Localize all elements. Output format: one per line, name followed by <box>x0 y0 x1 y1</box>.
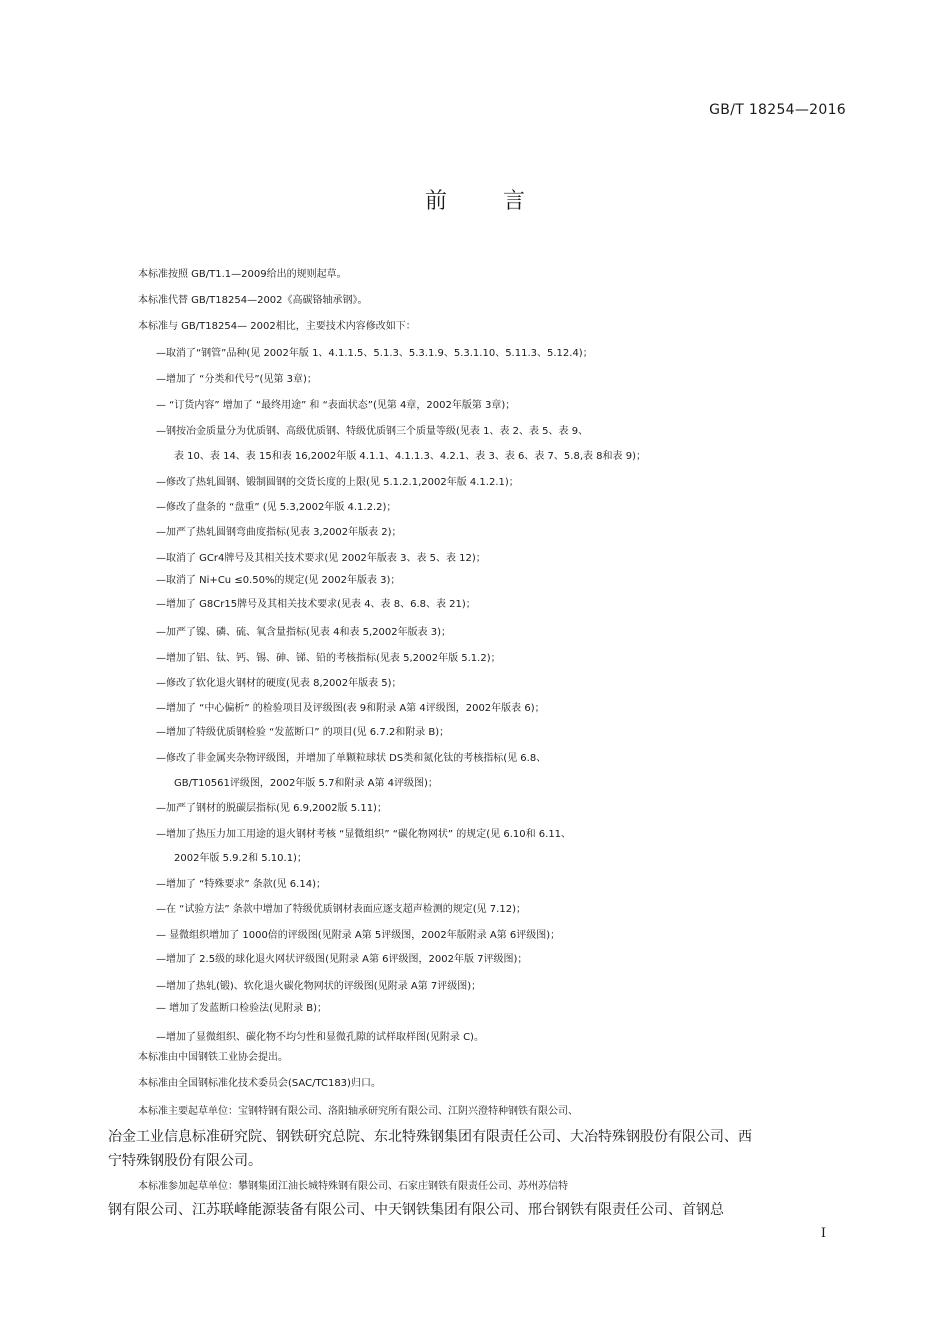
change-item: —增加了铝、钛、钙、锡、砷、锑、铅的考核指标(见表 5,2002年版 5.1.2)； <box>156 653 501 664</box>
change-item: —取消了 GCr4牌号及其相关技术要求(见 2002年版表 3、表 5、表 12)； <box>156 553 486 564</box>
change-item: —修改了软化退火钢材的硬度(见表 8,2002年版表 5)； <box>156 678 402 689</box>
drafting-units-line: 宁特殊钢股份有限公司。 <box>108 1153 262 1169</box>
change-item: — “订货内容” 增加了 “最终用途” 和 “表面状态”(见第 4章，2002年版第 3章)； <box>156 400 516 411</box>
change-item: —增加了特级优质钢检验 “发蓝断口” 的项目(见 6.7.2和附录 B)； <box>156 727 450 738</box>
change-item: —增加了显微组织、碳化物不均匀性和显微孔隙的试样取样图(见附录 C)。 <box>156 1032 484 1043</box>
change-item: —加严了钢材的脱碳层指标(见 6.9,2002版 5.11)； <box>156 803 387 814</box>
drafting-units-line: 冶金工业信息标准研究院、钢铁研究总院、东北特殊钢集团有限责任公司、大冶特殊钢股份有限公司、西 <box>108 1129 752 1145</box>
change-item: —增加了 “分类和代号”(见第 3章)； <box>156 374 317 385</box>
drafting-units-line: 本标准主要起草单位：宝钢特钢有限公司、洛阳轴承研究所有限公司、江阴兴澄特种钢铁有限公司、 <box>138 1106 578 1117</box>
intro-line: 本标准与 GB/T18254— 2002相比，主要技术内容修改如下： <box>138 321 416 332</box>
change-item: —增加了热压力加工用途的退火钢材考核 “显微组织” “碳化物网状” 的规定(见 6.10和 6.11、 <box>156 829 572 840</box>
page-number: I <box>820 1226 826 1241</box>
closing-line: 本标准由中国钢铁工业协会提出。 <box>138 1052 288 1063</box>
standard-code: GB/T 18254—2016 <box>709 102 846 118</box>
change-item: —钢按冶金质量分为优质钢、高级优质钢、特级优质钢三个质量等级(见表 1、表 2、表 5、表 9、 <box>156 426 589 437</box>
change-item-continuation: 表 10、表 14、表 15和表 16,2002年版 4.1.1、4.1.1.3、4.2.1、表 3、表 6、表 7、5.8,表 8和表 9)； <box>174 451 646 462</box>
change-item-continuation: 2002年版 5.9.2和 5.10.1)； <box>174 853 307 864</box>
change-item: —加严了镍、磷、硫、氧含量指标(见表 4和表 5,2002年版表 3)； <box>156 627 452 638</box>
intro-line: 本标准代替 GB/T18254—2002《高碳铬轴承钢》。 <box>138 295 368 306</box>
change-item: — 增加了发蓝断口检验法(见附录 B)； <box>156 1003 328 1014</box>
participating-units-line: 钢有限公司、江苏联峰能源装备有限公司、中天钢铁集团有限公司、邢台钢铁有限责任公司、首钢总 <box>108 1202 724 1218</box>
page-title: 前言 <box>424 189 581 214</box>
change-item: —修改了热轧圆钢、锻制圆钢的交货长度的上限(见 5.1.2.1,2002年版 4.1.2.1)； <box>156 477 519 488</box>
change-item: —增加了热轧(锻)、软化退火碳化物网状的评级图(见附录 A第 7评级图)； <box>156 981 482 992</box>
intro-line: 本标准按照 GB/T1.1—2009给出的规则起草。 <box>138 269 347 280</box>
change-item: —增加了 “特殊要求” 条款(见 6.14)； <box>156 879 326 890</box>
change-item: —取消了 Ni+Cu ≤0.50%的规定(见 2002年版表 3)； <box>156 575 401 586</box>
change-item-continuation: GB/T10561评级图，2002年版 5.7和附录 A第 4评级图)； <box>174 778 438 789</box>
change-item: —修改了非金属夹杂物评级图，并增加了单颗粒球状 DS类和氮化钛的考核指标(见 6.8、 <box>156 753 547 764</box>
closing-line: 本标准由全国钢标准化技术委员会(SAC/TC183)归口。 <box>138 1078 381 1089</box>
change-item: —增加了 “中心偏析” 的检验项目及评级图(表 9和附录 A第 4评级图，2002年版表 6)； <box>156 703 545 714</box>
participating-units-line: 本标准参加起草单位：攀钢集团江油长城特殊钢有限公司、石家庄钢铁有限责任公司、苏州苏信特 <box>138 1181 568 1192</box>
change-item: —加严了热轧圆钢弯曲度指标(见表 3,2002年版表 2)； <box>156 527 402 538</box>
change-item: —增加了 G8Cr15牌号及其相关技术要求(见表 4、表 8、6.8、表 21)； <box>156 599 476 610</box>
change-item: —在 “试验方法” 条款中增加了特级优质钢材表面应逐支超声检测的规定(见 7.12)； <box>156 904 526 915</box>
change-item: —取消了“钢管”品种(见 2002年版 1、4.1.1.5、5.1.3、5.3.1.9、5.3.1.10、5.11.3、5.12.4)； <box>156 348 593 359</box>
change-item: —增加了 2.5级的球化退火网状评级图(见附录 A第 6评级图，2002年版 7评级图)； <box>156 954 528 965</box>
change-item: —修改了盘条的 “盘重” (见 5.3,2002年版 4.1.2.2)； <box>156 502 397 513</box>
change-item: — 显微组织增加了 1000倍的评级图(见附录 A第 5评级图，2002年版附录 A第 6评级图)； <box>156 930 561 941</box>
